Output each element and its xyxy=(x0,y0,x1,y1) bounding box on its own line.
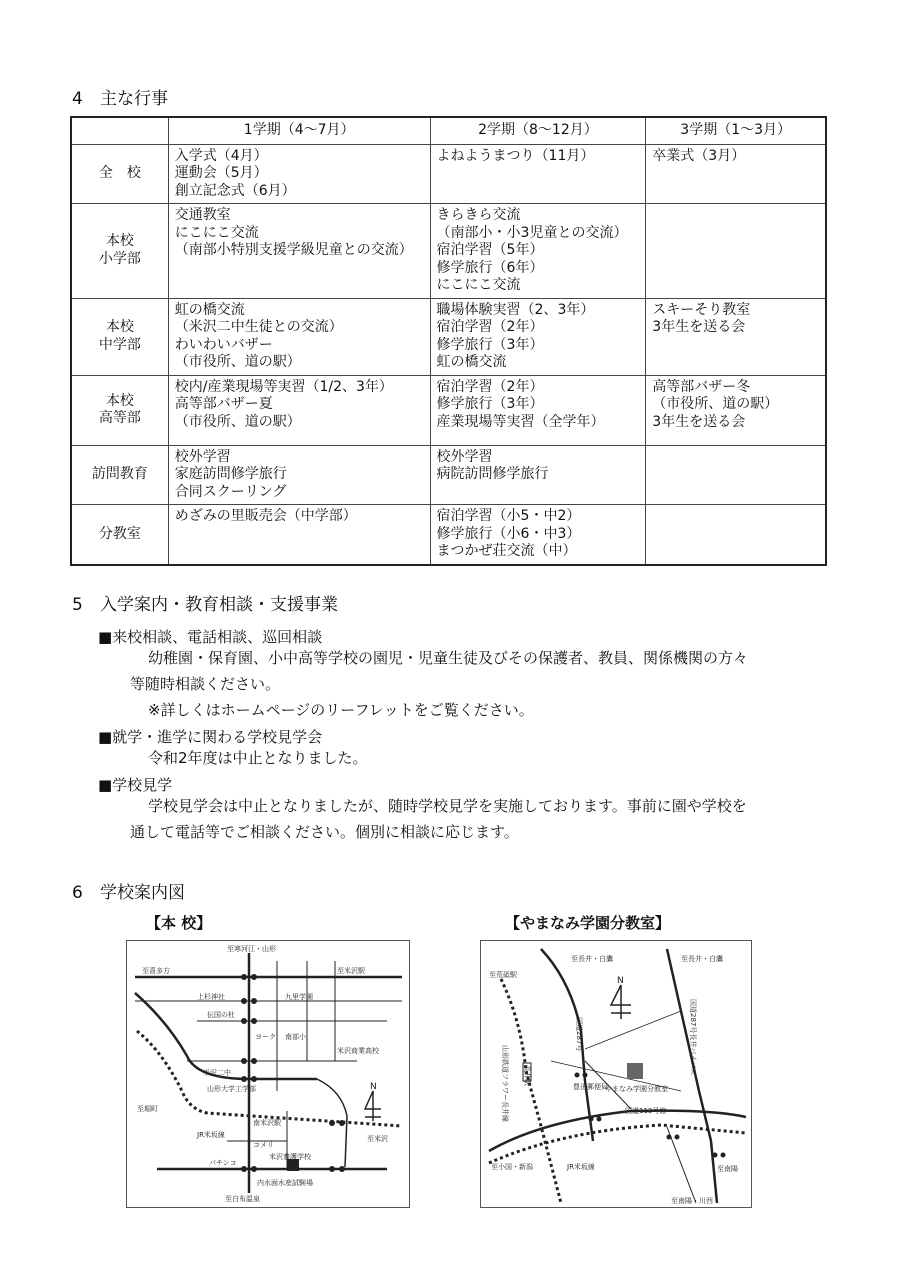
event-cell-t1 xyxy=(168,505,430,565)
svg-text:やまなみ学園分教室: やまなみ学園分教室 xyxy=(605,1085,668,1093)
column-header: 3学期（1～3月） xyxy=(646,117,826,144)
event-item: 宿泊学習（2年） xyxy=(436,378,544,395)
section-title: 主な行事 xyxy=(100,89,168,109)
svg-text:至南陽: 至南陽 xyxy=(717,1165,738,1173)
event-item: （市役所、道の駅） xyxy=(174,354,301,370)
event-cell-t1 xyxy=(168,204,430,299)
event-item: 虹の橋交流 xyxy=(174,301,245,318)
svg-text:国道287号: 国道287号 xyxy=(575,1017,583,1052)
svg-text:N: N xyxy=(617,976,624,986)
row-header-line: 全 校 xyxy=(98,165,141,181)
event-item: 交通教室 xyxy=(174,207,231,223)
svg-text:長井駅: 長井駅 xyxy=(523,1065,531,1086)
svg-text:九里学園: 九里学園 xyxy=(285,993,313,1001)
svg-text:パチンコ: パチンコ xyxy=(209,1159,237,1167)
table-row xyxy=(71,375,826,445)
svg-text:至長井・白鷹: 至長井・白鷹 xyxy=(571,955,613,963)
event-item: めざみの里販売会（中学部） xyxy=(174,508,357,524)
column-header: 1学期（4～7月） xyxy=(168,117,430,144)
svg-text:国道287号長井バイパス: 国道287号長井バイパス xyxy=(689,999,697,1076)
paragraph-line: 学校見学会は中止となりましたが、随時学校見学を実施しております。事前に園や学校を xyxy=(148,797,747,815)
row-header-line: 分教室 xyxy=(98,525,141,542)
event-cell-t2 xyxy=(430,204,646,299)
svg-text:山形大学工学部: 山形大学工学部 xyxy=(207,1085,256,1093)
svg-text:内水面水産試験場: 内水面水産試験場 xyxy=(257,1179,313,1187)
svg-text:至南陽・川西: 至南陽・川西 xyxy=(671,1197,713,1205)
event-item: 高等部バザー冬 xyxy=(652,378,751,395)
event-cell-t1 xyxy=(168,375,430,445)
table-row xyxy=(71,144,826,204)
map-main-title: 【本 校】 xyxy=(146,914,212,932)
event-item: （米沢二中生徒との交流） xyxy=(174,319,343,335)
event-cell-t2 xyxy=(430,144,646,204)
svg-text:米沢商業高校: 米沢商業高校 xyxy=(337,1047,379,1055)
section-5-heading xyxy=(72,590,338,615)
table-row xyxy=(71,445,826,505)
row-header-line: 本校 xyxy=(105,319,134,335)
event-item: （南部小特別支援学級児童との交流） xyxy=(174,242,413,258)
svg-text:N: N xyxy=(370,1082,377,1092)
event-item: 修学旅行（3年） xyxy=(436,396,544,412)
row-header-line: 訪問教育 xyxy=(91,466,148,482)
svg-text:至荒砥駅: 至荒砥駅 xyxy=(489,971,517,979)
svg-text:米沢二中: 米沢二中 xyxy=(203,1069,231,1077)
subheading-consultation: ■来校相談、電話相談、巡回相談 xyxy=(98,628,323,646)
svg-text:上杉神社: 上杉神社 xyxy=(197,993,225,1001)
event-cell-t3 xyxy=(646,204,826,299)
event-item: 虹の橋交流 xyxy=(436,354,507,370)
row-header-line: 本校 xyxy=(105,392,134,409)
svg-text:コメリ: コメリ xyxy=(253,1141,274,1149)
section-number: 6 xyxy=(72,883,83,903)
event-cell-t3 xyxy=(646,298,826,375)
event-cell-t1 xyxy=(168,144,430,204)
event-cell-t1 xyxy=(168,298,430,375)
event-item: 職場体験実習（2、3年） xyxy=(436,301,595,318)
svg-text:至小国・新潟: 至小国・新潟 xyxy=(491,1163,533,1171)
section-title: 入学案内・教育相談・支援事業 xyxy=(100,595,338,615)
event-item: 産業現場等実習（全学年） xyxy=(436,413,605,430)
event-cell-t2 xyxy=(430,445,646,505)
svg-text:至喜多方: 至喜多方 xyxy=(142,967,170,975)
column-header xyxy=(71,117,168,144)
events-table xyxy=(70,116,827,566)
event-item: スキーそり教室 xyxy=(652,301,751,318)
row-header xyxy=(71,505,168,565)
map-labels xyxy=(489,954,738,1205)
event-item: まつかぜ荘交流（中） xyxy=(436,543,577,559)
event-item: 修学旅行（6年） xyxy=(436,259,544,276)
event-item: 創立記念式（6月） xyxy=(174,182,296,199)
column-header: 2学期（8～12月） xyxy=(430,117,646,144)
section-number: 4 xyxy=(72,89,83,109)
table-row xyxy=(71,204,826,299)
row-header-line: 高等部 xyxy=(98,410,141,426)
event-item: 入学式（4月） xyxy=(174,147,268,164)
event-cell-t3 xyxy=(646,505,826,565)
section-6-heading xyxy=(72,878,185,903)
row-header-line: 小学部 xyxy=(98,250,141,267)
event-item: 校外学習 xyxy=(174,448,231,465)
event-item: （市役所、道の駅） xyxy=(174,413,301,430)
event-item: （南部小・小3児童との交流） xyxy=(436,224,628,241)
event-item: 宿泊学習（5年） xyxy=(436,242,544,258)
event-item: 3年生を送る会 xyxy=(652,319,746,335)
svg-text:米沢養護学校: 米沢養護学校 xyxy=(269,1153,311,1161)
row-header-line: 中学部 xyxy=(98,336,141,353)
event-cell-t3 xyxy=(646,375,826,445)
event-item: 卒業式（3月） xyxy=(652,147,746,164)
event-item: にこにこ交流 xyxy=(174,224,259,241)
event-item: 家庭訪問修学旅行 xyxy=(174,466,287,482)
svg-text:至寒河江・山形: 至寒河江・山形 xyxy=(227,945,276,953)
table-row xyxy=(71,298,826,375)
event-cell-t2 xyxy=(430,505,646,565)
paragraph-line: 通して電話等でご相談ください。個別に相談に応じます。 xyxy=(130,823,519,841)
event-cell-t2 xyxy=(430,298,646,375)
svg-text:豊田郵便局: 豊田郵便局 xyxy=(573,1083,608,1091)
paragraph-line: 令和2年度は中止となりました。 xyxy=(148,749,368,767)
event-item: （市役所、道の駅） xyxy=(652,396,779,412)
row-header xyxy=(71,298,168,375)
map-branch-title: 【やまなみ学園分教室】 xyxy=(505,914,671,932)
svg-text:南米沢駅: 南米沢駅 xyxy=(253,1119,281,1127)
svg-text:国道113号線: 国道113号線 xyxy=(625,1107,667,1115)
svg-text:山形鉄道フラワー長井線: 山形鉄道フラワー長井線 xyxy=(501,1045,509,1122)
row-header-line: 本校 xyxy=(105,233,134,250)
event-item: 校内/産業現場等実習（1/2、3年） xyxy=(174,378,393,395)
event-item: よねようまつり（11月） xyxy=(436,147,595,164)
row-header xyxy=(71,375,168,445)
event-item: 宿泊学習（小5・中2） xyxy=(436,508,581,524)
event-item: 病院訪問修学旅行 xyxy=(436,466,549,482)
svg-text:JR米坂線: JR米坂線 xyxy=(197,1131,225,1139)
table-row xyxy=(71,505,826,565)
svg-text:至白布温泉: 至白布温泉 xyxy=(225,1195,260,1203)
event-item: 修学旅行（3年） xyxy=(436,336,544,353)
row-header xyxy=(71,144,168,204)
map-labels xyxy=(137,944,388,1203)
event-item: 高等部バザー夏 xyxy=(174,396,273,412)
paragraph-line: 等随時相談ください。 xyxy=(130,675,281,693)
paragraph-line: 幼稚園・保育園、小中高等学校の園児・児童生徒及びその保護者、教員、関係機関の方々 xyxy=(148,649,749,667)
event-cell-t1 xyxy=(168,445,430,505)
svg-text:伝国の杜: 伝国の杜 xyxy=(207,1011,235,1019)
section-number: 5 xyxy=(72,595,83,615)
map-branch-classroom xyxy=(480,940,752,1208)
event-item: 修学旅行（小6・中3） xyxy=(436,525,581,542)
row-header xyxy=(71,445,168,505)
svg-text:JR米坂線: JR米坂線 xyxy=(567,1163,595,1171)
subheading-school-visit: ■学校見学 xyxy=(98,776,173,794)
event-item: 合同スクーリング xyxy=(174,483,287,500)
event-item: にこにこ交流 xyxy=(436,277,521,293)
svg-text:南部小: 南部小 xyxy=(285,1033,306,1041)
event-item: 運動会（5月） xyxy=(174,165,268,181)
event-cell-t2 xyxy=(430,375,646,445)
section-4-heading xyxy=(72,84,168,109)
subheading-school-visit-event: ■就学・進学に関わる学校見学会 xyxy=(98,728,323,746)
event-item: 宿泊学習（2年） xyxy=(436,319,544,335)
event-item: 3年生を送る会 xyxy=(652,413,746,430)
event-cell-t3 xyxy=(646,445,826,505)
paragraph-line: ※詳しくはホームページのリーフレットをご覧ください。 xyxy=(148,701,534,719)
event-item: きらきら交流 xyxy=(436,207,521,223)
section-title: 学校案内図 xyxy=(100,883,185,903)
svg-text:至長井・白鷹: 至長井・白鷹 xyxy=(681,955,723,963)
svg-text:至米沢駅: 至米沢駅 xyxy=(337,967,365,975)
event-item: わいわいバザー xyxy=(174,336,273,353)
event-cell-t3 xyxy=(646,144,826,204)
svg-text:至米沢: 至米沢 xyxy=(367,1135,388,1143)
svg-text:至堀町: 至堀町 xyxy=(137,1105,158,1113)
map-main-school xyxy=(126,940,410,1208)
svg-text:ヨーク: ヨーク xyxy=(255,1033,276,1041)
event-item: 校外学習 xyxy=(436,448,493,465)
row-header xyxy=(71,204,168,299)
table-header-row xyxy=(71,117,826,144)
